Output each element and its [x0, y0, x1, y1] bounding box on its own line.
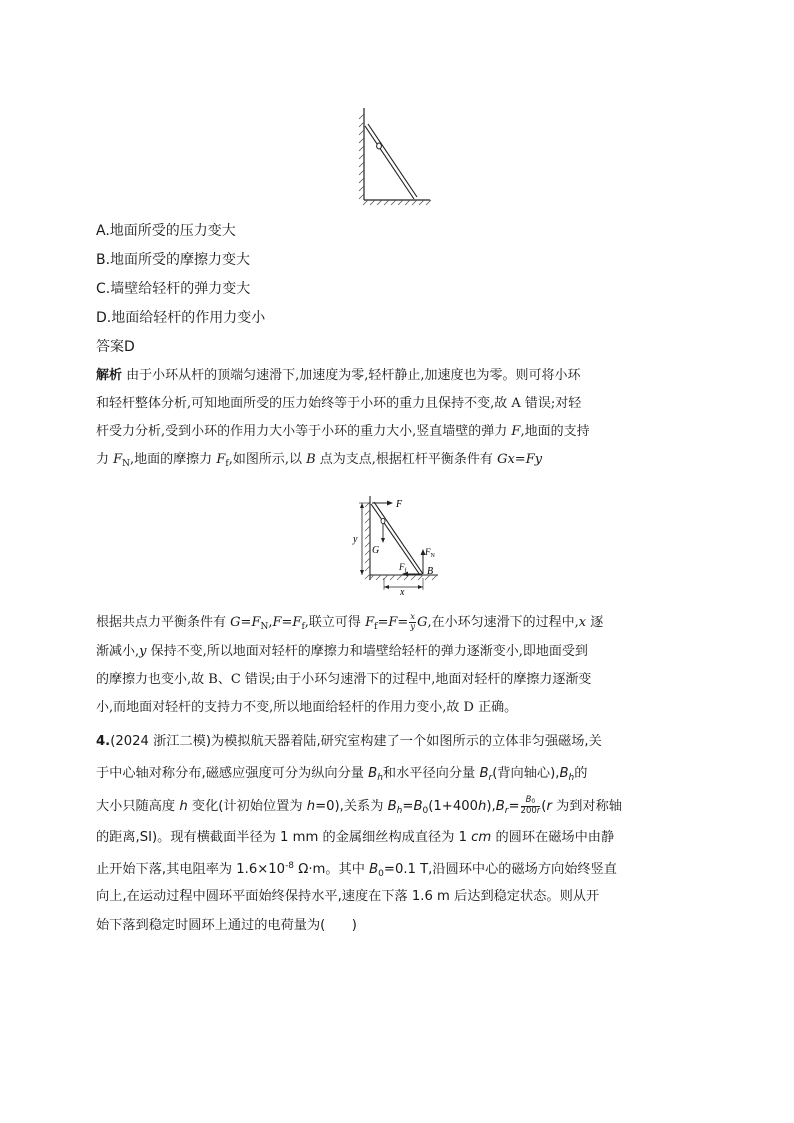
question-line: (背向轴心), [492, 765, 560, 781]
label-B: B [427, 566, 434, 577]
analysis-line: ,在小环匀速滑下的过程中, [427, 615, 579, 630]
answer-label: 答案 [96, 339, 124, 355]
analysis-line: ,联立可得 [304, 615, 366, 630]
analysis-line: ,地面的支持 [520, 424, 590, 439]
analysis-line: 小,而地面对轻杆的支持力不变,所以地面给轻杆的作用力变小,故 D 正确。 [96, 700, 518, 715]
rod-wall-figure [348, 104, 434, 208]
question-exponent: -8 [285, 861, 295, 871]
analysis-line: 根据共点力平衡条件有 [96, 615, 231, 630]
force-diagram [350, 494, 450, 596]
question-4: 4.(2024 浙江二模)为模拟航天器着陆,研究室构建了一个如图所示的立体非匀强磁场,关 于中心轴对称分布,磁感应强度可分为纵向分量 $B_h$和水平径向分量 $B_r$(背向轴心)$,B_h$的 大小只随高度 h 变化(计初始位置为 h=0),关系为 $B_h=B_0(1+400h),B_r=$ $\frac{B_0}{200r}$ (r 为到对称轴 的距离,SI)。现有横截面半径为 1 mm 的金属细丝构成直径为 1 cm 的圆环在磁场中由静 止开始下落,其电阻率为 $1.6\times 10^{-8}$ Ω·m。其中 $B_0=0.1$ T,沿圆环中心的磁场方向始终竖直 向上,在运动过程中圆环平面始终保持水平,速度在下落 1.6 m 后达到稳定状态。则从开 始下落到稳定时圆环上通过的电荷量为( ) [96, 734, 622, 933]
analysis-label: 解析 [96, 368, 123, 383]
svg-text:FN [424, 547, 436, 559]
analysis-line: 逐 [586, 615, 604, 630]
option-d: D.地面给轻杆的作用力变小 [96, 310, 266, 326]
question-line: ), [486, 798, 496, 814]
question-line: =0.1 T,沿圆环中心的磁场方向始终竖直 [383, 862, 617, 877]
question-line: 于中心轴对称分布,磁感应强度可分为纵向分量 [96, 765, 369, 781]
question-line: =0),关系为 [315, 798, 388, 814]
question-line: 和水平径向分量 [382, 765, 480, 781]
question-line: 止开始下落,其电阻率为 1.6×10 [96, 862, 286, 877]
label-G: G [372, 545, 380, 556]
analysis-line: 由于小环从杆的顶端匀速滑下,加速度为零,轻杆静止,加速度也为零。则可将小环 [126, 368, 581, 383]
question-line: 的圆环在磁场中由静 [491, 829, 615, 845]
analysis-line: 和轻杆整体分析,可知地面所受的压力始终等于小环的重力且保持不变,故 A 错误;对轻 [96, 396, 582, 411]
analysis-line: 杆受力分析,受到小环的作用力大小等于小环的重力大小,竖直墙壁的弹力 [96, 424, 512, 439]
analysis-block: 解析 由于小环从杆的顶端匀速滑下,加速度为零,轻杆静止,加速度也为零。则可将小环 和轻杆整体分析,可知地面所受的压力始终等于小环的重力且保持不变,故 A 错误;对轻 杆受力分析,受到小环的作用力大小等于小环的重力大小,竖直墙壁的弹力 F,地面的支持 力 $F_N$,地面的摩擦力 $F_f$,如图所示,以 B 点为支点,根据杠杆平衡条件有 Gx=Fy [96, 368, 590, 469]
label-FN: F [425, 547, 431, 557]
question-line: 为到对称轴 [556, 798, 622, 814]
question-line: 大小只随高度 [96, 798, 180, 814]
question-line: 的 [574, 765, 588, 781]
option-b: B.地面所受的摩擦力变大 [96, 252, 251, 268]
label-F: F [396, 499, 403, 510]
svg-text:Ff [398, 562, 407, 574]
question-number: 4. [96, 734, 111, 749]
question-line: (2024 浙江二模)为模拟航天器着陆,研究室构建了一个如图所示的立体非匀强磁场,关 [110, 734, 602, 749]
question-line: 向上,在运动过程中圆环平面始终保持水平,速度在下落 1.6 m 后达到稳定状态。则从开 [96, 888, 600, 904]
answer-value: D [124, 339, 135, 355]
analysis-line: 点为支点,根据杠杆平衡条件有 [315, 452, 498, 467]
option-a: A.地面所受的压力变大 [96, 223, 236, 239]
analysis-line: 渐减小, [96, 644, 140, 659]
question-line: Ω·m。其中 [294, 862, 370, 877]
analysis-line: ,地面的摩擦力 [130, 452, 217, 467]
analysis-line: 力 [96, 452, 114, 467]
question-line: (1+400 [428, 798, 479, 814]
label-Ff: F [399, 562, 405, 572]
question-line: 变化(计初始位置为 [187, 798, 307, 814]
analysis-line: 保持不变,所以地面对轻杆的摩擦力和墙壁给轻杆的弹力逐渐变小,即地面受到 [146, 644, 588, 659]
analysis-line: ,如图所示,以 [228, 452, 307, 467]
label-Ff-sub: f [404, 568, 407, 574]
label-x: x [400, 587, 405, 596]
question-line: 的距离,SI)。现有横截面半径为 1 mm 的金属细丝构成直径为 1 [96, 829, 472, 845]
label-FN-sub: N [430, 553, 435, 559]
analysis-block-2: 根据共点力平衡条件有 $G=F_N,F=F_f$,联立可得 $F_f=F=$ $\frac{x}{y}$ G,在小环匀速滑下的过程中,x 逐 渐减小,y 保持不变,所以地面对轻杆的摩擦力和墙壁给轻杆的弹力逐渐变小,即地面受到 的摩擦力也变小,故 B、C 错误;由于小环匀速滑下的过程中,地面对轻杆的摩擦力逐渐变 小,而地面对轻杆的支持力不变,所以地面给轻杆的作用力变小,故 D 正确。 [96, 612, 604, 715]
answer-line [96, 337, 135, 357]
option-c: C.墙壁给轻杆的弹力变大 [96, 281, 251, 297]
analysis-line: 的摩擦力也变小,故 B、C 错误;由于小环匀速滑下的过程中,地面对轻杆的摩擦力逐渐变 [96, 672, 592, 687]
question-line: 始下落到稳定时圆环上通过的电荷量为( ) [96, 918, 357, 933]
label-y: y [353, 534, 358, 545]
